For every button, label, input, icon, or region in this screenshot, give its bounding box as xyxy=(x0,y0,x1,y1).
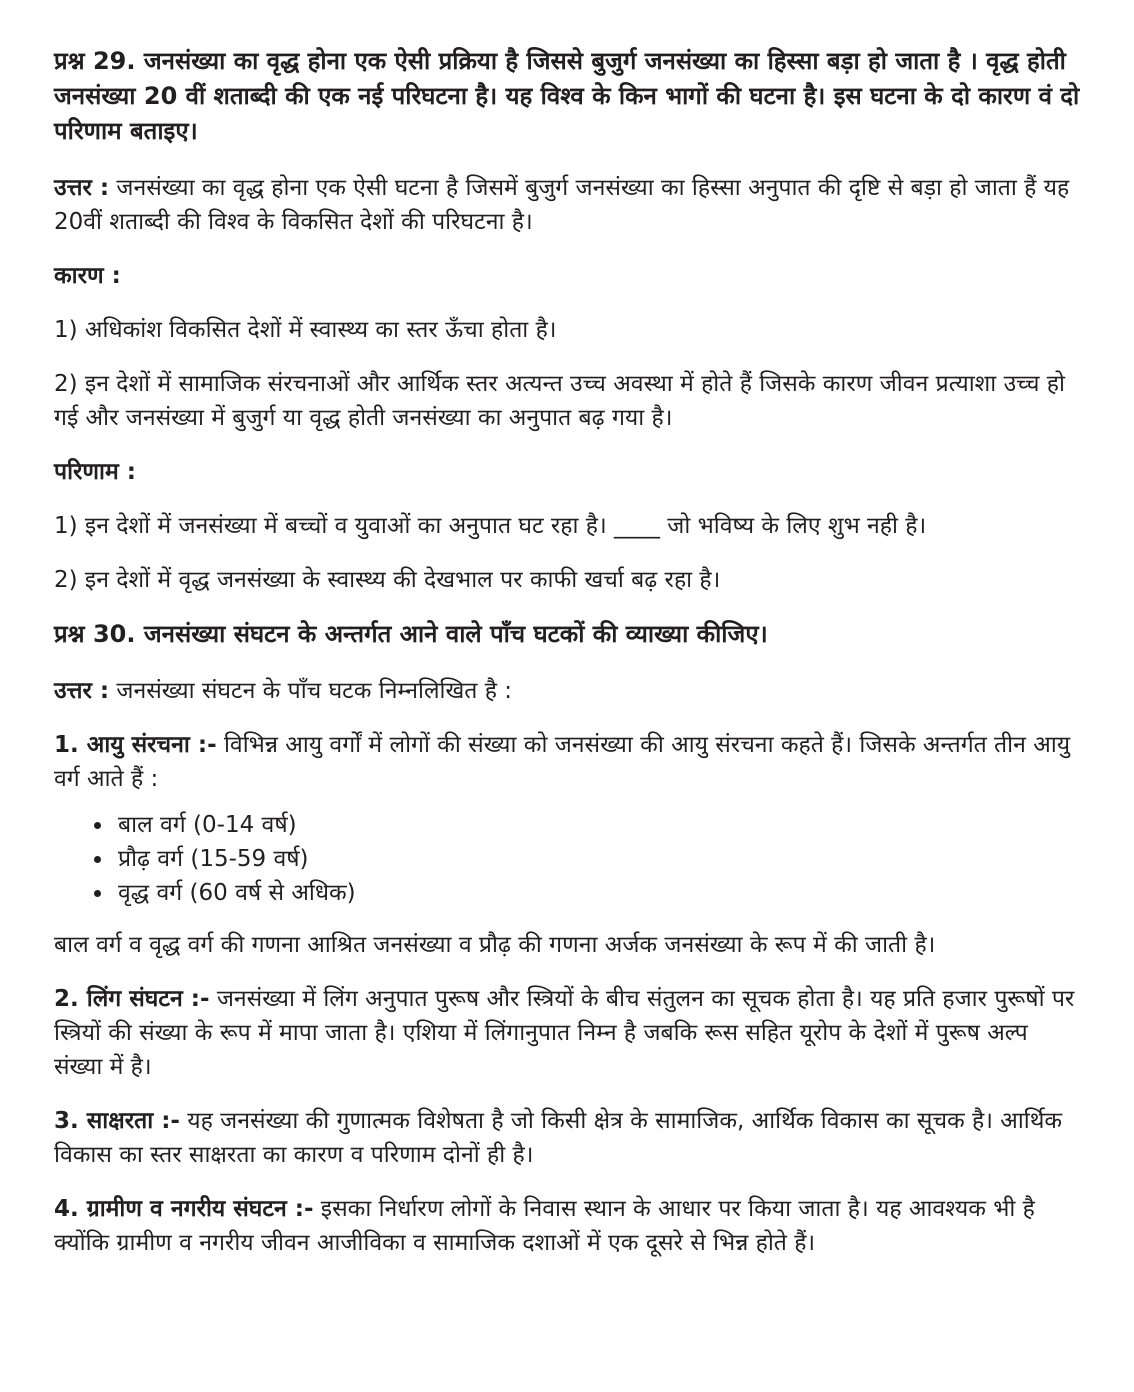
result-1: 1) इन देशों में जनसंख्या में बच्चों व युवाओं का अनुपात घट रहा है। ____ जो भविष्य के लिए शुभ नही है। xyxy=(54,513,927,539)
age-group-list xyxy=(54,808,1080,910)
section-literacy xyxy=(54,1104,1080,1172)
answer-label: उत्तर : xyxy=(54,175,110,201)
answer-text: जनसंख्या संघटन के पाँच घटक निम्नलिखित है : xyxy=(109,678,512,704)
answer-30 xyxy=(54,674,1080,708)
cause-1: 1) अधिकांश विकसित देशों में स्वास्थ्य का स्तर ऊँचा होता है। xyxy=(54,317,557,343)
section-text: इसका निर्धारण लोगों के निवास स्थान के आधार पर किया जाता है। यह आवश्यक भी है क्योंकि ग्रामीण व नगरीय जीवन आजीविका व सामाजिक दशाओं में एक दूसरे से भिन्न होते हैं। xyxy=(54,1196,1035,1256)
answer-text: जनसंख्या का वृद्ध होना एक ऐसी घटना है जिसमें बुजुर्ग जनसंख्या का हिस्सा अनुपात की दृष्टि से बड़ा हो जाता हैं यह 20वीं शताब्दी की विश्व के विकसित देशों की परिघटना है। xyxy=(54,175,1070,235)
list-item: • बाल वर्ग (0-14 वर्ष) xyxy=(114,808,1080,842)
section-heading: 1. आयु संरचना :- xyxy=(54,732,217,758)
causes-heading: कारण : xyxy=(54,263,121,289)
section-heading: 2. लिंग संघटन :- xyxy=(54,986,210,1012)
cause-2: 2) इन देशों में सामाजिक संरचनाओं और आर्थिक स्तर अत्यन्त उच्च अवस्था में होते हैं जिसके कारण जीवन प्रत्याशा उच्च हो गई और जनसंख्या में बुजुर्ग या वृद्ध होती जनसंख्या का अनुपात बढ़ गया है। xyxy=(54,371,1065,431)
result-2: 2) इन देशों में वृद्ध जनसंख्या के स्वास्थ्य की देखभाल पर काफी खर्चा बढ़ रहा है। xyxy=(54,567,721,593)
list-item: • प्रौढ़ वर्ग (15-59 वर्ष) xyxy=(114,842,1080,876)
section-heading: 4. ग्रामीण व नगरीय संघटन :- xyxy=(54,1196,314,1222)
results-heading: परिणाम : xyxy=(54,459,136,485)
answer-29 xyxy=(54,171,1080,239)
section-age-structure xyxy=(54,728,1080,796)
section-rural-urban xyxy=(54,1192,1080,1260)
section-text: विभिन्न आयु वर्गों में लोगों की संख्या को जनसंख्या की आयु संरचना कहते हैं। जिसके अन्तर्गत तीन आयु वर्ग आते हैं : xyxy=(54,732,1071,792)
section-sex-composition xyxy=(54,982,1080,1084)
list-item: • वृद्ध वर्ग (60 वर्ष से अधिक) xyxy=(114,876,1080,910)
section-text: यह जनसंख्या की गुणात्मक विशेषता है जो किसी क्षेत्र के सामाजिक, आर्थिक विकास का सूचक है। आर्थिक विकास का स्तर साक्षरता का कारण व परिणाम दोनों ही है। xyxy=(54,1108,1063,1168)
age-structure-note: बाल वर्ग व वृद्ध वर्ग की गणना आश्रित जनसंख्या व प्रौढ़ की गणना अर्जक जनसंख्या के रूप में की जाती है। xyxy=(54,932,936,958)
question-30: प्रश्न 30. जनसंख्या संघटन के अन्तर्गत आने वाले पाँच घटकों की व्याख्या कीजिए। xyxy=(54,620,768,648)
section-text: जनसंख्या में लिंग अनुपात पुरूष और स्त्रियों के बीच संतुलन का सूचक होता है। यह प्रति हजार पुरूषों पर स्त्रियों की संख्या के रूप में मापा जाता है। एशिया में लिंगानुपात निम्न है जबकि रूस सहित यूरोप के देशों में पुरूष अल्प संख्या में है। xyxy=(54,986,1075,1080)
question-29: प्रश्न 29. जनसंख्या का वृद्ध होना एक ऐसी प्रक्रिया है जिससे बुजुर्ग जनसंख्या का हिस्सा बड़ा हो जाता है । वृद्ध होती जनसंख्या 20 वीं शताब्दी की एक नई परिघटना है। यह विश्व के किन भागों की घटना है। इस घटना के दो कारण वं दो परिणाम बताइए। xyxy=(54,47,1080,145)
answer-label: उत्तर : xyxy=(54,678,110,704)
section-heading: 3. साक्षरता :- xyxy=(54,1108,180,1134)
